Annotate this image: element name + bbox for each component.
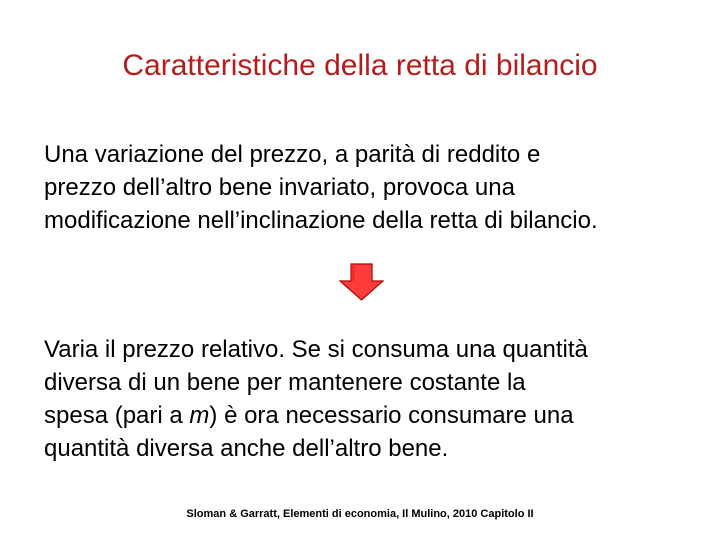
paragraph-line: diversa di un bene per mantenere costante la [44, 369, 526, 396]
source-footer: Sloman & Garratt, Elementi di economia, Il Mulino, 2010 Capitolo II [186, 508, 534, 520]
paragraph-line: Varia il prezzo relativo. Se si consuma una quantità [44, 336, 588, 363]
paragraph-line: prezzo dell’altro bene invariato, provoca una [44, 174, 515, 201]
paragraph-price-change [44, 138, 704, 237]
income-symbol: m [189, 402, 210, 429]
paragraph-line: quantità diversa anche dell’altro bene. [44, 435, 449, 462]
line-suffix: ) è ora necessario consumare una [209, 402, 574, 429]
paragraph-line: Una variazione del prezzo, a parità di reddito e [44, 141, 541, 168]
line-prefix: spesa (pari a [44, 402, 190, 429]
arrow-shape [340, 264, 383, 300]
down-arrow-icon [339, 263, 384, 301]
paragraph-line: modificazione nell’inclinazione della retta di bilancio. [44, 207, 598, 234]
paragraph-relative-price [44, 333, 704, 465]
slide-title: Caratteristiche della retta di bilancio [122, 49, 598, 82]
paragraph-line [44, 399, 704, 432]
